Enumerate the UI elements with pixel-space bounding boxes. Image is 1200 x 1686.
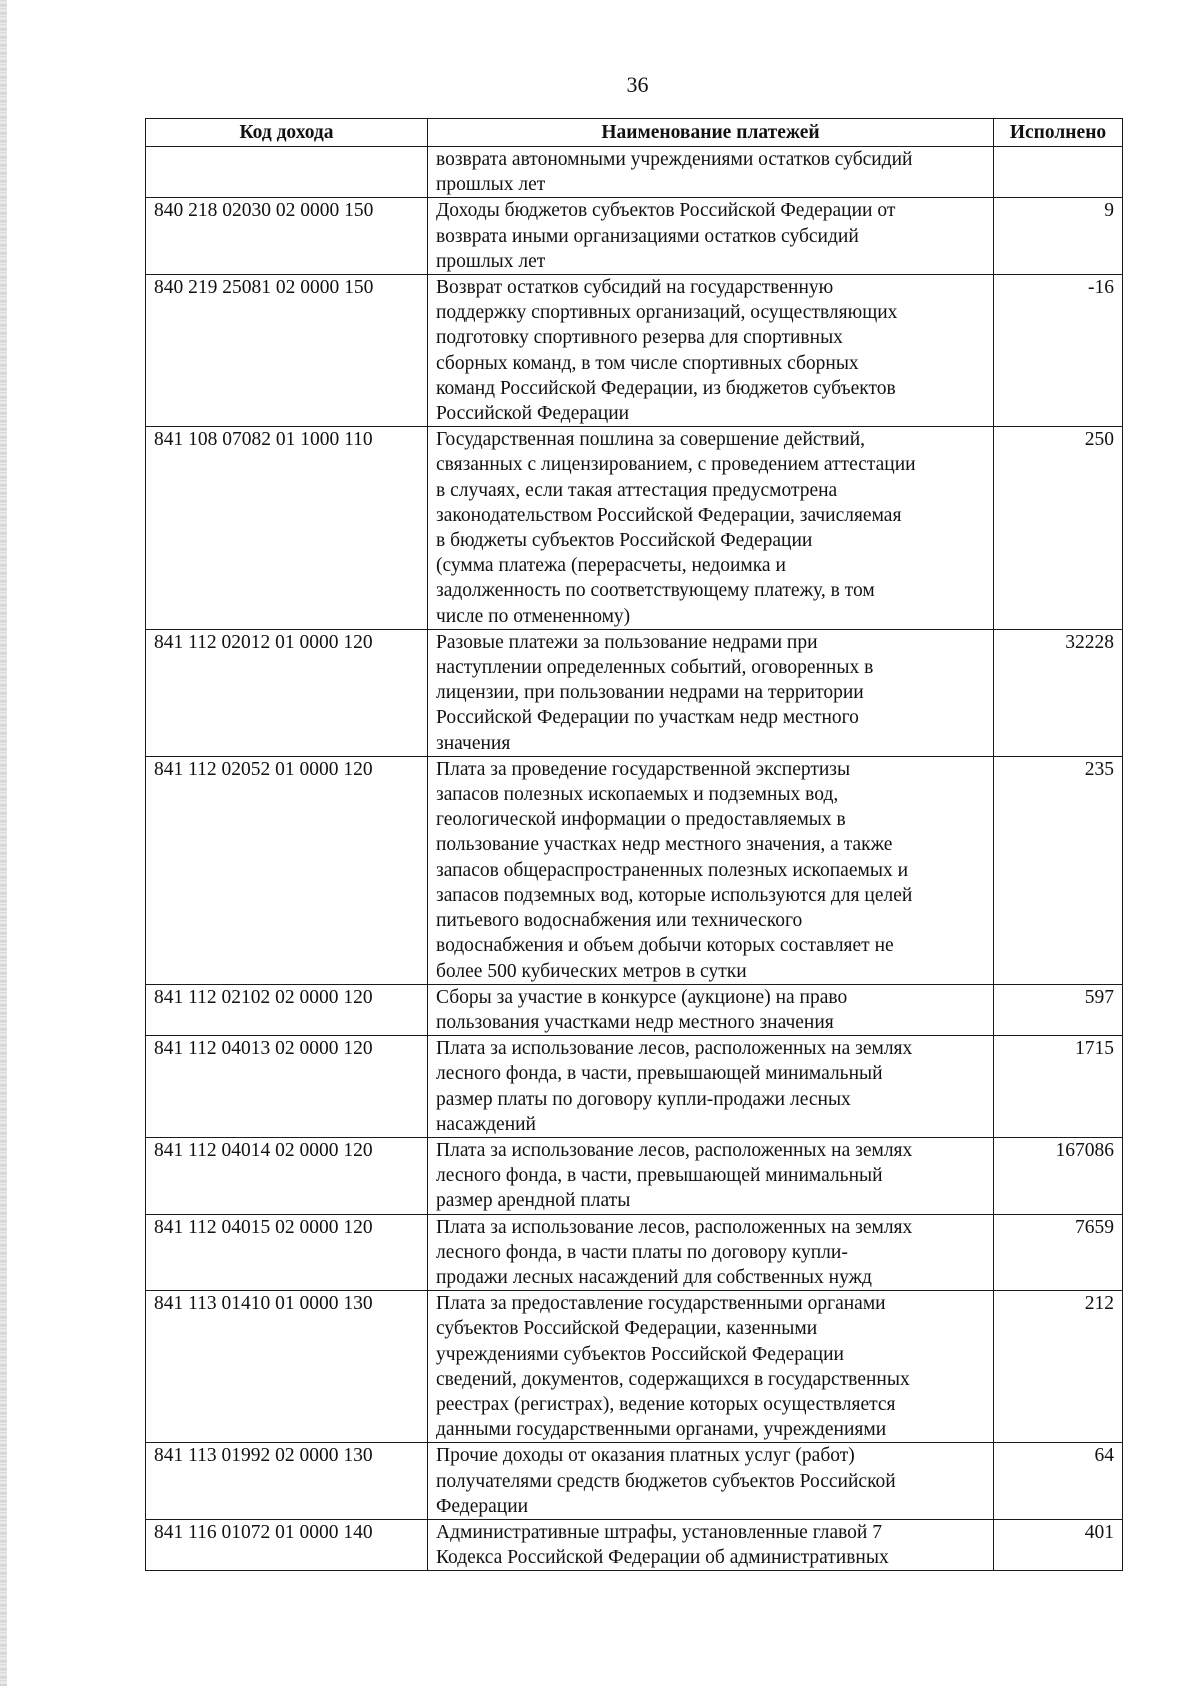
payment-name-cell <box>428 1036 994 1138</box>
table-row <box>146 198 1123 275</box>
payment-name-line: продажи лесных насаждений для собственных нужд <box>436 1266 872 1288</box>
table-row <box>146 1291 1123 1443</box>
payment-name-line: Плата за использование лесов, расположенных на землях <box>436 1216 913 1238</box>
payment-name-cell <box>428 275 994 427</box>
payment-name-line: связанных с лицензированием, с проведением аттестации <box>436 454 916 476</box>
payment-name-line: Российской Федерации <box>436 403 630 425</box>
revenue-code-cell: 840 218 02030 02 0000 150 <box>146 198 428 275</box>
table-row <box>146 427 1123 630</box>
payment-name-line: водоснабжения и объем добычи которых составляет не <box>436 935 894 957</box>
payment-name-line: Федерации <box>436 1495 529 1517</box>
payment-name-cell <box>428 1443 994 1520</box>
payment-name-line: питьевого водоснабжения или технического <box>436 910 803 932</box>
payment-name-cell <box>428 427 994 630</box>
revenue-code-cell: 841 112 02052 01 0000 120 <box>146 756 428 984</box>
payment-name-line: геологической информации о предоставляемых в <box>436 809 846 831</box>
executed-amount-cell: 32228 <box>994 629 1123 756</box>
payment-name-line: прошлых лет <box>436 174 546 196</box>
payment-name-line: Разовые платежи за пользование недрами при <box>436 631 818 653</box>
table-row <box>146 1519 1123 1570</box>
payment-name-line: Плата за проведение государственной экспертизы <box>436 758 851 780</box>
payment-name-line: получателями средств бюджетов субъектов Российской <box>436 1470 896 1492</box>
payment-name-line: в случаях, если такая аттестация предусмотрена <box>436 479 838 501</box>
payment-name-line: более 500 кубических метров в сутки <box>436 960 747 982</box>
payment-name-line: данными государственными органами, учреждениями <box>436 1419 887 1441</box>
revenue-code-cell: 841 112 02102 02 0000 120 <box>146 984 428 1035</box>
executed-amount-cell: 1715 <box>994 1036 1123 1138</box>
payment-name-line: пользования участками недр местного значения <box>436 1011 834 1033</box>
revenue-code-cell: 840 219 25081 02 0000 150 <box>146 275 428 427</box>
payment-name-line: Плата за предоставление государственными органами <box>436 1293 886 1315</box>
table-header-row <box>146 119 1123 147</box>
payment-name-line: лесного фонда, в части, превышающей минимальный <box>436 1165 883 1187</box>
payment-name-line: сведений, документов, содержащихся в государственных <box>436 1368 910 1390</box>
table-row <box>146 984 1123 1035</box>
payment-name-line: Плата за использование лесов, расположенных на землях <box>436 1139 913 1161</box>
revenue-code-cell: 841 112 02012 01 0000 120 <box>146 629 428 756</box>
payment-name-cell <box>428 1214 994 1291</box>
payment-name-line: возврата автономными учреждениями остатков субсидий <box>436 149 913 170</box>
payment-name-line: Возврат остатков субсидий на государственную <box>436 277 834 299</box>
payment-name-line: пользование участках недр местного значения, а также <box>436 834 893 856</box>
payment-name-line: Государственная пошлина за совершение действий, <box>436 429 866 451</box>
table-row <box>146 147 1123 198</box>
table-row <box>146 1137 1123 1214</box>
executed-amount-cell: 597 <box>994 984 1123 1035</box>
revenue-code-cell: 841 112 04014 02 0000 120 <box>146 1137 428 1214</box>
payment-name-line: запасов подземных вод, которые используются для целей <box>436 884 913 906</box>
executed-amount-cell: 212 <box>994 1291 1123 1443</box>
table-row <box>146 629 1123 756</box>
payment-name-line: команд Российской Федерации, из бюджетов субъектов <box>436 377 896 399</box>
executed-amount-cell: -16 <box>994 275 1123 427</box>
payment-name-line: прошлых лет <box>436 250 546 272</box>
payment-name-line: Кодекса Российской Федерации об административных <box>436 1547 889 1569</box>
table-body <box>146 147 1123 1571</box>
revenue-table <box>145 118 1123 1571</box>
table-row <box>146 1036 1123 1138</box>
revenue-code-cell: 841 113 01992 02 0000 130 <box>146 1443 428 1520</box>
payment-name-line: субъектов Российской Федерации, казенными <box>436 1318 818 1340</box>
executed-amount-cell: 235 <box>994 756 1123 984</box>
payment-name-line: запасов полезных ископаемых и подземных вод, <box>436 784 839 806</box>
payment-name-line: задолженность по соответствующему платежу, в том <box>436 580 875 602</box>
payment-name-line: лицензии, при пользовании недрами на территории <box>436 682 864 704</box>
revenue-code-cell: 841 108 07082 01 1000 110 <box>146 427 428 630</box>
payment-name-line: Прочие доходы от оказания платных услуг (работ) <box>436 1445 855 1467</box>
payment-name-cell <box>428 1291 994 1443</box>
scan-edge <box>0 0 7 1686</box>
table-row <box>146 756 1123 984</box>
payment-name-line: поддержку спортивных организаций, осуществляющих <box>436 302 898 324</box>
payment-name-line: (сумма платежа (перерасчеты, недоимка и <box>436 555 786 577</box>
payment-name-line: размер платы по договору купли-продажи лесных <box>436 1088 851 1110</box>
revenue-code-cell: 841 112 04015 02 0000 120 <box>146 1214 428 1291</box>
payment-name-line: значения <box>436 732 511 754</box>
executed-amount-cell: 9 <box>994 198 1123 275</box>
revenue-code-cell: 841 112 04013 02 0000 120 <box>146 1036 428 1138</box>
payment-name-cell <box>428 147 994 198</box>
payment-name-line: учреждениями субъектов Российской Федерации <box>436 1343 844 1365</box>
payment-name-line: Административные штрафы, установленные главой 7 <box>436 1521 882 1543</box>
revenue-code-cell <box>146 147 428 198</box>
table-row <box>146 1443 1123 1520</box>
payment-name-line: сборных команд, в том числе спортивных сборных <box>436 352 859 374</box>
table-row <box>146 275 1123 427</box>
page-number: 36 <box>626 72 649 97</box>
executed-amount-cell: 401 <box>994 1519 1123 1570</box>
payment-name-cell <box>428 629 994 756</box>
payment-name-line: наступлении определенных событий, оговоренных в <box>436 657 874 679</box>
payment-name-line: возврата иными организациями остатков субсидий <box>436 225 859 247</box>
payment-name-line: насаждений <box>436 1113 536 1135</box>
payment-name-line: Плата за использование лесов, расположенных на землях <box>436 1038 913 1060</box>
header-amount: Исполнено <box>994 119 1123 147</box>
payment-name-line: лесного фонда, в части платы по договору купли- <box>436 1241 848 1263</box>
header-name: Наименование платежей <box>428 119 994 147</box>
revenue-code-cell: 841 113 01410 01 0000 130 <box>146 1291 428 1443</box>
payment-name-cell <box>428 984 994 1035</box>
table-row <box>146 1214 1123 1291</box>
payment-name-line: Российской Федерации по участкам недр местного <box>436 707 859 729</box>
payment-name-line: числе по отмененному) <box>436 605 631 627</box>
executed-amount-cell <box>994 147 1123 198</box>
payment-name-line: лесного фонда, в части, превышающей минимальный <box>436 1063 883 1085</box>
executed-amount-cell: 7659 <box>994 1214 1123 1291</box>
payment-name-line: реестрах (регистрах), ведение которых осуществляется <box>436 1393 896 1415</box>
header-code: Код дохода <box>146 119 428 147</box>
payment-name-line: Сборы за участие в конкурсе (аукционе) на право <box>436 986 848 1008</box>
payment-name-line: Доходы бюджетов субъектов Российской Федерации от <box>436 200 896 222</box>
payment-name-line: подготовку спортивного резерва для спортивных <box>436 327 843 349</box>
payment-name-line: запасов общераспространенных полезных ископаемых и <box>436 859 908 881</box>
executed-amount-cell: 167086 <box>994 1137 1123 1214</box>
payment-name-cell <box>428 1137 994 1214</box>
payment-name-cell <box>428 756 994 984</box>
executed-amount-cell: 64 <box>994 1443 1123 1520</box>
revenue-code-cell: 841 116 01072 01 0000 140 <box>146 1519 428 1570</box>
payment-name-cell <box>428 1519 994 1570</box>
payment-name-line: в бюджеты субъектов Российской Федерации <box>436 530 813 552</box>
executed-amount-cell: 250 <box>994 427 1123 630</box>
payment-name-cell <box>428 198 994 275</box>
payment-name-line: размер арендной платы <box>436 1190 631 1212</box>
payment-name-line: законодательством Российской Федерации, зачисляемая <box>436 504 902 526</box>
